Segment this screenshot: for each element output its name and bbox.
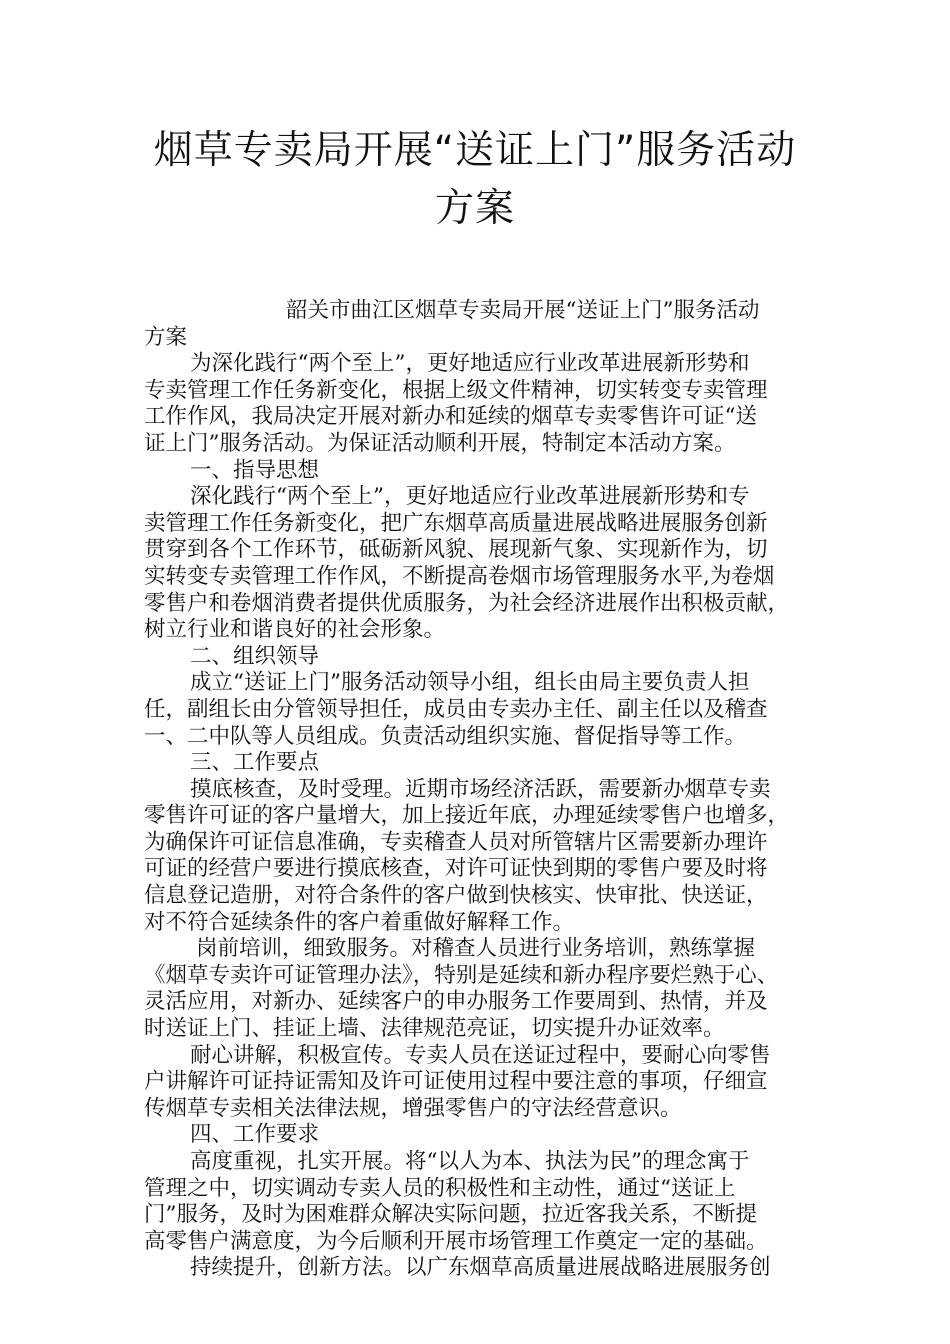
paragraph-line: 管理之中，切实调动专卖人员的积极性和主动性，通过“送证上: [144, 1175, 736, 1201]
subtitle-line: 方案: [144, 324, 188, 350]
paragraph-line: 实转变专卖管理工作作风，不断提高卷烟市场管理服务水平,为卷烟: [144, 563, 775, 589]
paragraph-line: 任，副组长由分管领导担任，成员由专卖办主任、副主任以及稽查: [144, 696, 768, 722]
paragraph-line: 证上门”服务活动。为保证活动顺利开展，特制定本活动方案。: [144, 430, 736, 456]
paragraph-line: 对不符合延续条件的客户着重做好解释工作。: [144, 909, 575, 935]
paragraph-line: 信息登记造册，对符合条件的客户做到快核实、快审批、快送证，: [144, 883, 768, 909]
paragraph-line: 深化践行“两个至上”，更好地适应行业改革进展新形势和专: [190, 484, 750, 510]
subtitle-line: 韶关市曲江区烟草专卖局开展“送证上门”服务活动: [286, 298, 760, 323]
paragraph-line: 卖管理工作任务新变化，把广东烟草高质量进展战略进展服务创新: [144, 510, 768, 536]
paragraph-line: 岗前培训，细致服务。对稽查人员进行业务培训，熟练掌握: [196, 936, 756, 962]
paragraph-line: 可证的经营户要进行摸底核查，对许可证快到期的零售户要及时将: [144, 856, 768, 882]
document-title: [100, 122, 850, 238]
document-body: [144, 298, 809, 1282]
paragraph-line: 耐心讲解，积极宣传。专卖人员在送证过程中，要耐心向零售: [190, 1042, 771, 1068]
section-heading: 二、组织领导: [190, 643, 320, 669]
paragraph-line: 户讲解许可证持证需知及许可证使用过程中要注意的事项，仔细宣: [144, 1069, 768, 1095]
paragraph-line: 时送证上门、挂证上墙、法律规范亮证，切实提升办证效率。: [144, 1016, 725, 1042]
paragraph-line: 传烟草专卖相关法律法规，增强零售户的守法经营意识。: [144, 1095, 682, 1121]
paragraph-line: 门”服务，及时为困难群众解决实际问题，拉近客我关系，不断提: [144, 1202, 757, 1228]
title-line: 方案: [434, 186, 515, 231]
paragraph-line: 树立行业和谐良好的社会形象。: [144, 617, 446, 643]
paragraph-line: 摸底核查，及时受理。近期市场经济活跃，需要新办烟草专卖: [190, 776, 771, 802]
section-heading: 一、指导思想: [190, 457, 320, 483]
paragraph-line: 零售户和卷烟消费者提供优质服务，为社会经济进展作出积极贡献，: [144, 590, 790, 616]
paragraph-line: 持续提升，创新方法。以广东烟草高质量进展战略进展服务创: [190, 1255, 771, 1281]
title-line: 烟草专卖局开展“送证上门”服务活动: [153, 128, 797, 173]
paragraph-line: 灵活应用，对新办、延续客户的申办服务工作要周到、热情，并及: [144, 989, 768, 1015]
paragraph-line: 成立“送证上门”服务活动领导小组，组长由局主要负责人担: [190, 670, 750, 696]
paragraph-line: 一、二中队等人员组成。负责活动组织实施、督促指导等工作。: [144, 723, 747, 749]
section-heading: 三、工作要点: [190, 750, 320, 776]
paragraph-line: 专卖管理工作任务新变化，根据上级文件精神，切实转变专卖管理: [144, 377, 768, 403]
paragraph-line: 高度重视，扎实开展。将“以人为本、执法为民”的理念寓于: [190, 1149, 750, 1174]
paragraph-line: 为深化践行“两个至上”，更好地适应行业改革进展新形势和: [190, 351, 750, 377]
paragraph-line: 贯穿到各个工作环节，砥砺新风貌、展现新气象、实现新作为，切: [144, 537, 768, 563]
paragraph-line: 高零售户满意度，为今后顺利开展市场管理工作奠定一定的基础。: [144, 1228, 768, 1254]
paragraph-line: 工作作风，我局决定开展对新办和延续的烟草专卖零售许可证“送: [144, 404, 757, 430]
section-heading: 四、工作要求: [190, 1122, 320, 1148]
paragraph-line: 零售许可证的客户量增大，加上接近年底，办理延续零售户也增多，: [144, 803, 790, 829]
paragraph-line: 为确保许可证信息准确，专卖稽查人员对所管辖片区需要新办理许: [144, 829, 768, 855]
paragraph-line: 《烟草专卖许可证管理办法》，特别是延续和新办程序要烂熟于心、: [144, 962, 779, 988]
